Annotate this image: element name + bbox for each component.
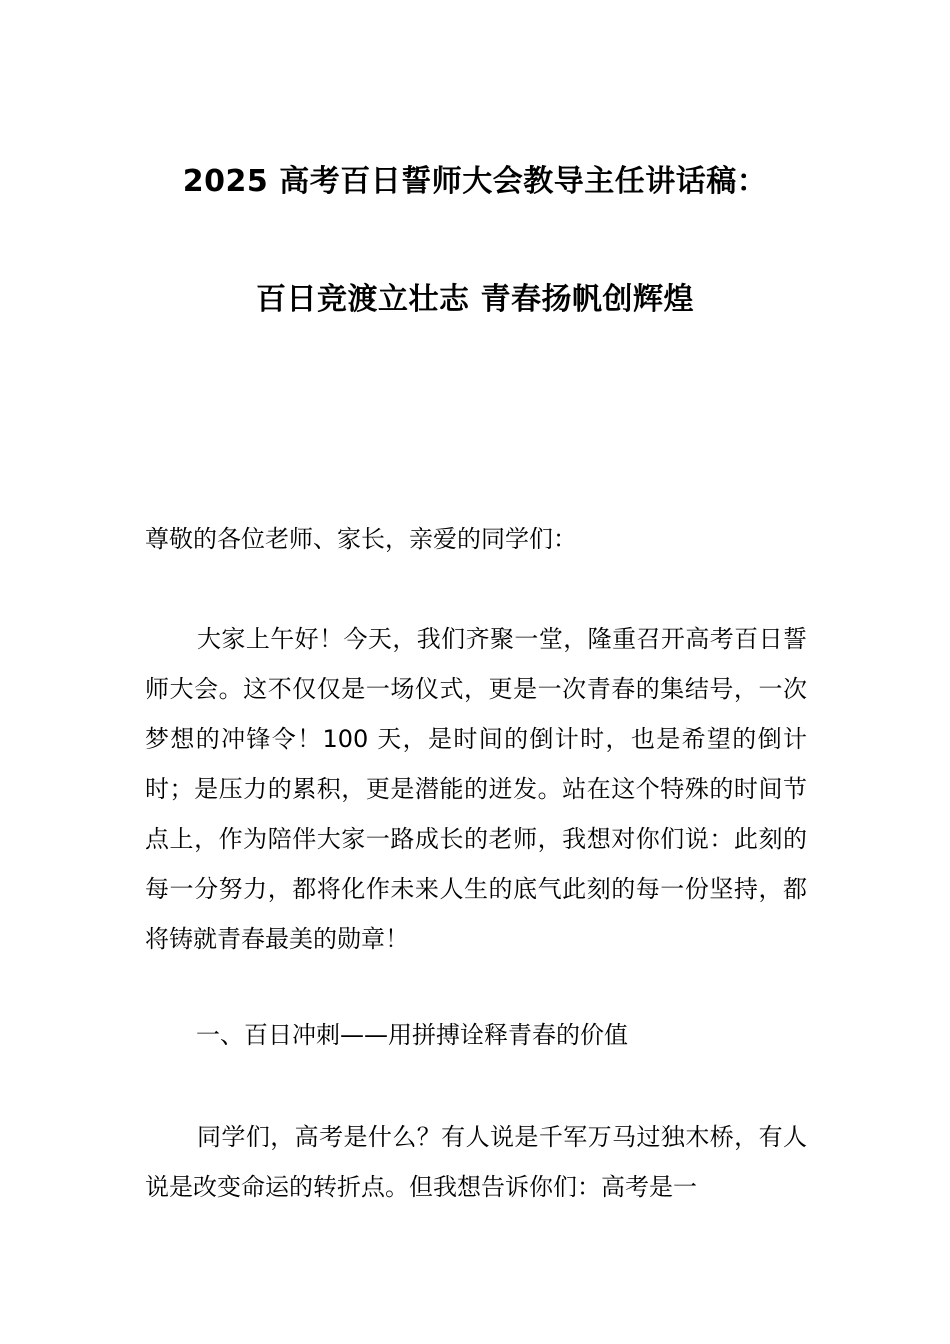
body-paragraph-1: 大家上午好！今天，我们齐聚一堂，隆重召开高考百日誓师大会。这不仅仅是一场仪式，更是一次青春的集结号，一次梦想的冲锋令！100 天，是时间的倒计时，也是希望的倒计时；是压力的累积，更是潜能的迸发。站在这个特殊的时间节点上，作为陪伴大家一路成长的老师，我想对你们说：此刻的每一分努力，都将化作未来人生的底气此刻的每一份坚持，都将铸就青春最美的勋章！ bbox=[145, 625, 807, 953]
greeting-paragraph: 尊敬的各位老师、家长，亲爱的同学们： bbox=[145, 525, 577, 553]
document-title-line-1: 2025 高考百日誓师大会教导主任讲话稿： bbox=[182, 164, 768, 199]
section-heading-1: 一、百日冲刺——用拼搏诠释青春的价值 bbox=[196, 1021, 628, 1049]
document-title-line-2: 百日竞渡立壮志 青春扬帆创辉煌 bbox=[256, 282, 694, 317]
body-paragraph-2: 同学们，高考是什么？有人说是千军万马过独木桥，有人说是改变命运的转折点。但我想告诉你们：高考是一 bbox=[145, 1123, 807, 1201]
